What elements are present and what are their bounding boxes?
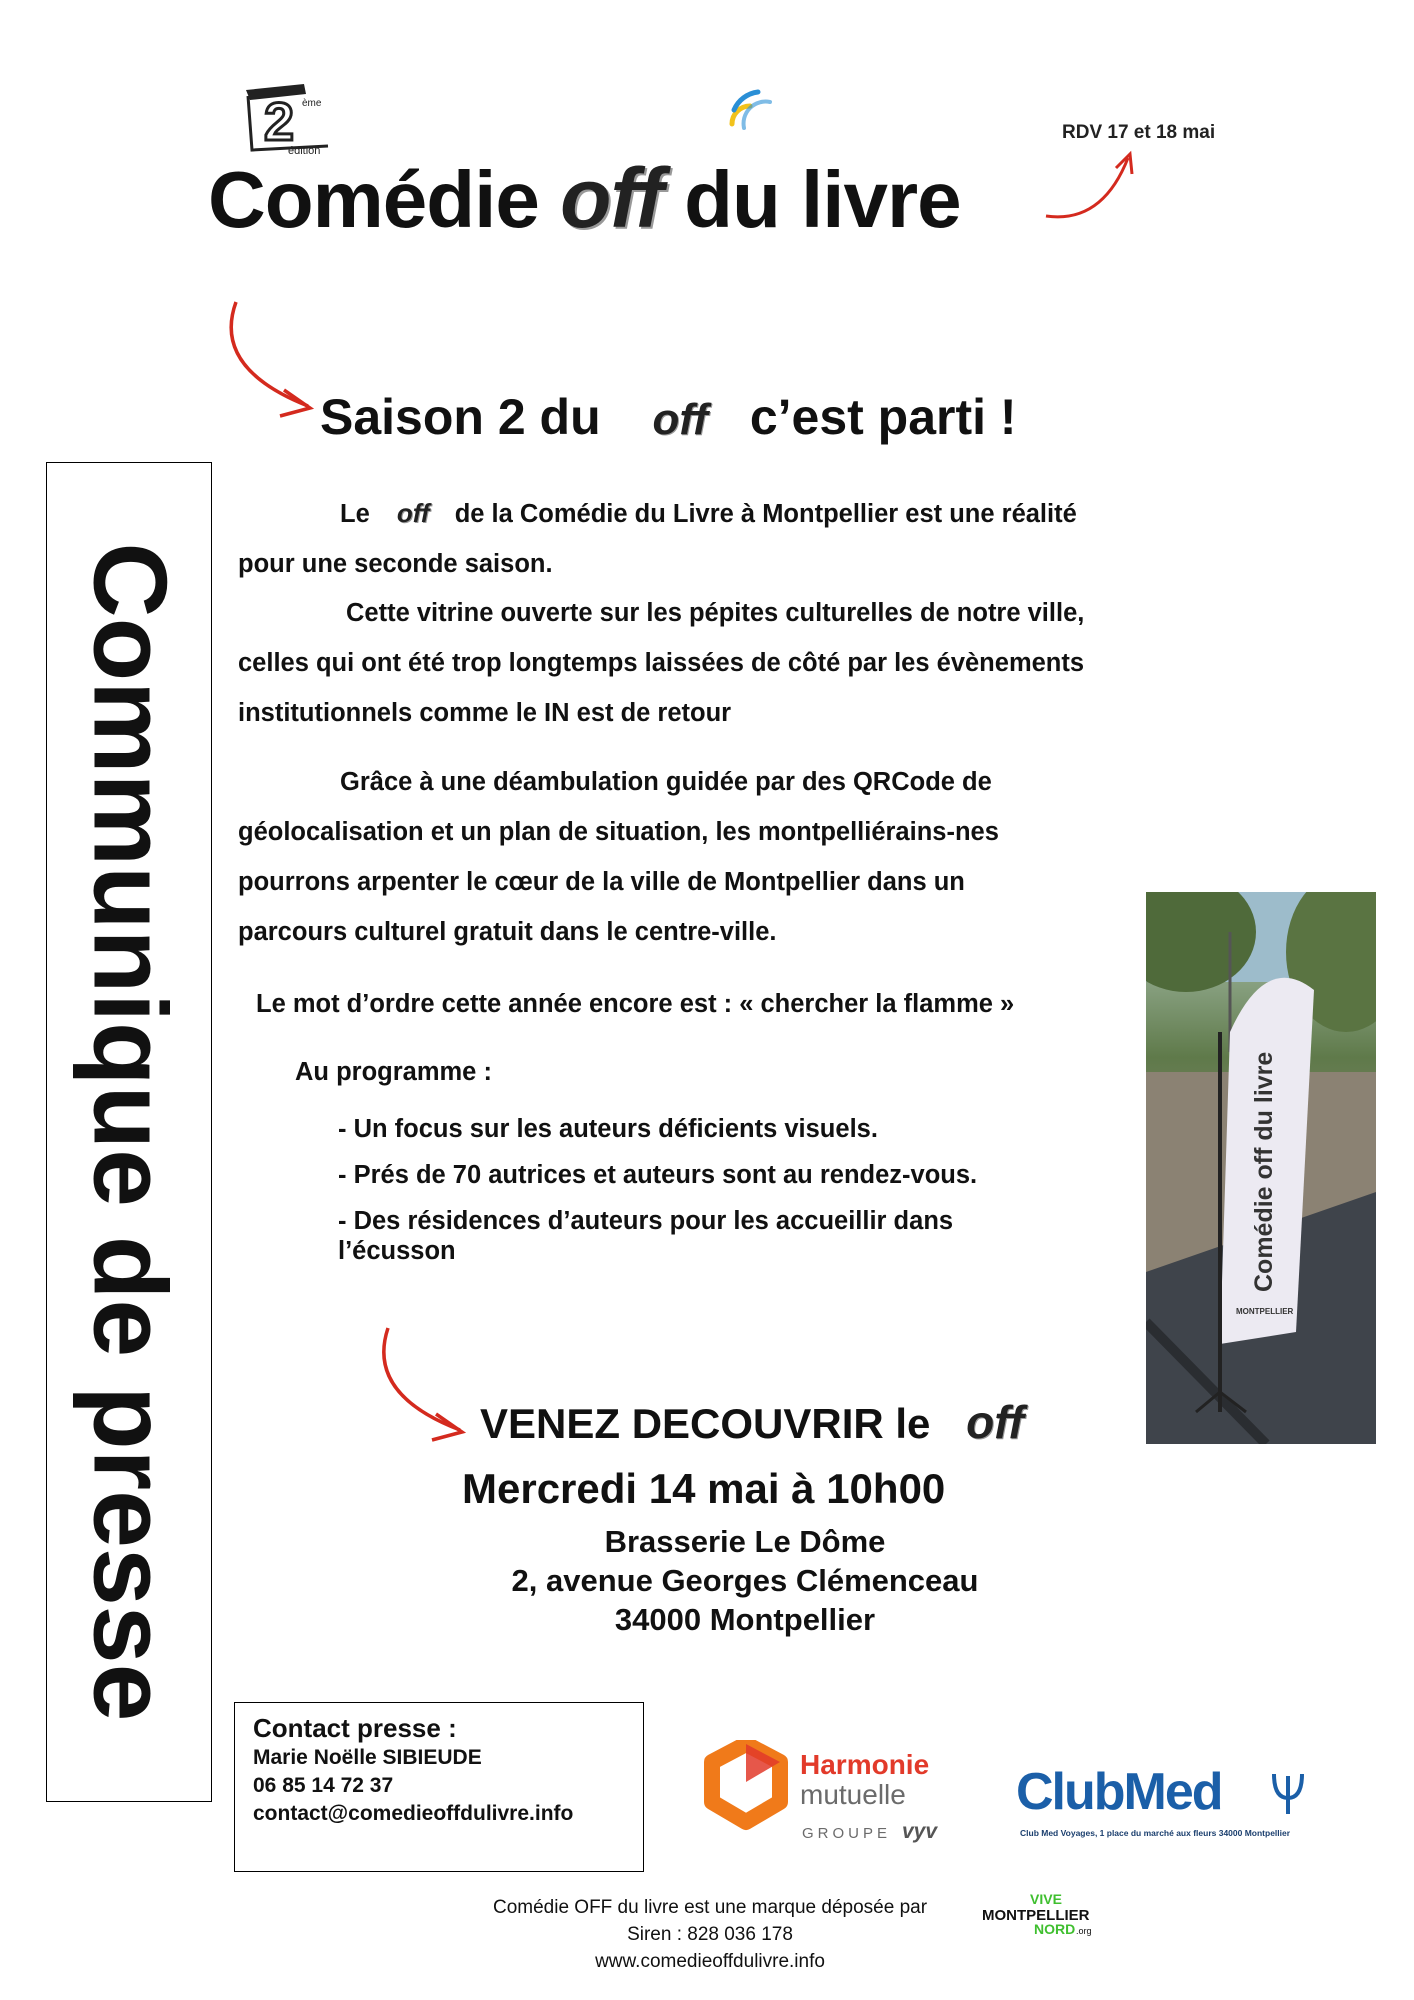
edition-superscript: ème — [302, 98, 322, 109]
event-street: 2, avenue Georges Clémenceau — [511, 1563, 979, 1598]
harmonie-mutuelle-logo — [704, 1740, 948, 1844]
side-label: Communique de presse — [71, 542, 188, 1722]
curved-arrow-icon — [218, 298, 318, 420]
p3-line4: parcours culturel gratuit dans le centre-ville. — [238, 918, 777, 946]
headline-off: off — [652, 395, 708, 444]
contact-email[interactable]: contact@comedieoffdulivre.info — [253, 1802, 574, 1825]
p2-line2: celles qui ont été trop longtemps laissées de côté par les évènements — [238, 649, 1085, 677]
event-venue: Brasserie Le Dôme — [604, 1524, 886, 1559]
event-city: 34000 Montpellier — [614, 1602, 876, 1637]
program-item: l’écusson — [338, 1237, 456, 1265]
p3-line3: pourrons arpenter le cœur de la ville de Montpellier dans un — [238, 868, 965, 896]
p1-line2: pour une seconde saison. — [238, 550, 553, 578]
program-item: - Prés de 70 autrices et auteurs sont au rendez-vous. — [338, 1161, 978, 1189]
program-title: Au programme : — [295, 1058, 492, 1086]
flag-text: Comédie off du livre — [1250, 1051, 1278, 1292]
street-photo — [1146, 892, 1376, 1444]
paragraph-2 — [238, 588, 1218, 738]
p1-start: Le — [340, 500, 370, 528]
logo-word-comedie: Comédie — [208, 155, 539, 244]
paragraph-3 — [238, 757, 1138, 957]
rdv-date: RDV 17 et 18 mai — [1062, 122, 1216, 143]
event-call: VENEZ DECOUVRIR le — [480, 1400, 931, 1447]
club-med-address: Club Med Voyages, 1 place du marché aux fleurs 34000 Montpellier — [1020, 1828, 1291, 1838]
paragraph-1 — [238, 488, 1218, 589]
p2-line1: Cette vitrine ouverte sur les pépites culturelles de notre ville, — [346, 599, 1085, 627]
trident-icon — [1268, 1768, 1308, 1818]
vive-line1: VIVE — [1030, 1891, 1062, 1907]
program-list — [338, 1106, 977, 1266]
vive-suffix: .org — [1076, 1926, 1092, 1936]
program-item: - Un focus sur les auteurs déficients visuels. — [338, 1115, 878, 1143]
event-off: off — [966, 1396, 1024, 1448]
signal-waves-icon — [728, 84, 776, 134]
vive-line2: MONTPELLIER — [982, 1907, 1090, 1924]
harmonie-line1: Harmonie — [800, 1749, 930, 1780]
contact-title: Contact presse : — [253, 1713, 457, 1743]
footer-siren: Siren : 828 036 178 — [627, 1924, 793, 1945]
logo-title — [208, 150, 961, 247]
logo-word-off: off — [560, 151, 663, 245]
motto: Le mot d’ordre cette année encore est : « chercher la flamme » — [256, 990, 1015, 1018]
arrow-up-icon — [1042, 144, 1142, 226]
program-item: - Des résidences d’auteurs pour les accueillir dans — [338, 1207, 954, 1235]
contact-name: Marie Noëlle SIBIEUDE — [253, 1746, 482, 1769]
footer-trademark: Comédie OFF du livre est une marque déposée par — [492, 1897, 928, 1918]
p1-rest: de la Comédie du Livre à Montpellier est une réalité — [454, 500, 1077, 528]
contact-phone: 06 85 14 72 37 — [253, 1774, 394, 1797]
edition-badge — [242, 82, 334, 156]
p3-line1: Grâce à une déambulation guidée par des QRCode de — [340, 768, 992, 796]
vive-line3: NORD — [1034, 1921, 1076, 1937]
curved-arrow-icon — [372, 1324, 472, 1444]
logo-word-du-livre: du livre — [684, 155, 961, 244]
headline — [320, 388, 1017, 446]
contact-box — [234, 1702, 644, 1872]
club-med-name: ClubMed — [1016, 1763, 1222, 1821]
headline-part2: c’est parti ! — [749, 389, 1017, 445]
headline-part1: Saison 2 du — [320, 389, 601, 445]
harmonie-groupe: GROUPE — [802, 1825, 892, 1842]
edition-word: édition — [288, 145, 321, 156]
edition-number: 2 — [264, 92, 295, 152]
p3-line2: géolocalisation et un plan de situation, les montpelliérains-nes — [238, 818, 999, 846]
vive-montpellier-nord-logo — [978, 1890, 1138, 1938]
harmonie-vyv: vyv — [902, 1820, 938, 1843]
footer-website[interactable]: www.comedieoffdulivre.info — [595, 1951, 825, 1972]
flag-sponsor: MONTPELLIER — [1236, 1307, 1294, 1316]
event-date: Mercredi 14 mai à 10h00 — [462, 1465, 946, 1512]
side-label-box — [46, 462, 212, 1802]
p1-off: off — [396, 498, 430, 528]
flag-illustration — [1146, 892, 1376, 1444]
club-med-logo — [1016, 1762, 1316, 1842]
harmonie-line2: mutuelle — [800, 1779, 906, 1810]
event-line1 — [480, 1395, 1024, 1449]
p2-line3: institutionnels comme le IN est de retour — [238, 699, 732, 727]
